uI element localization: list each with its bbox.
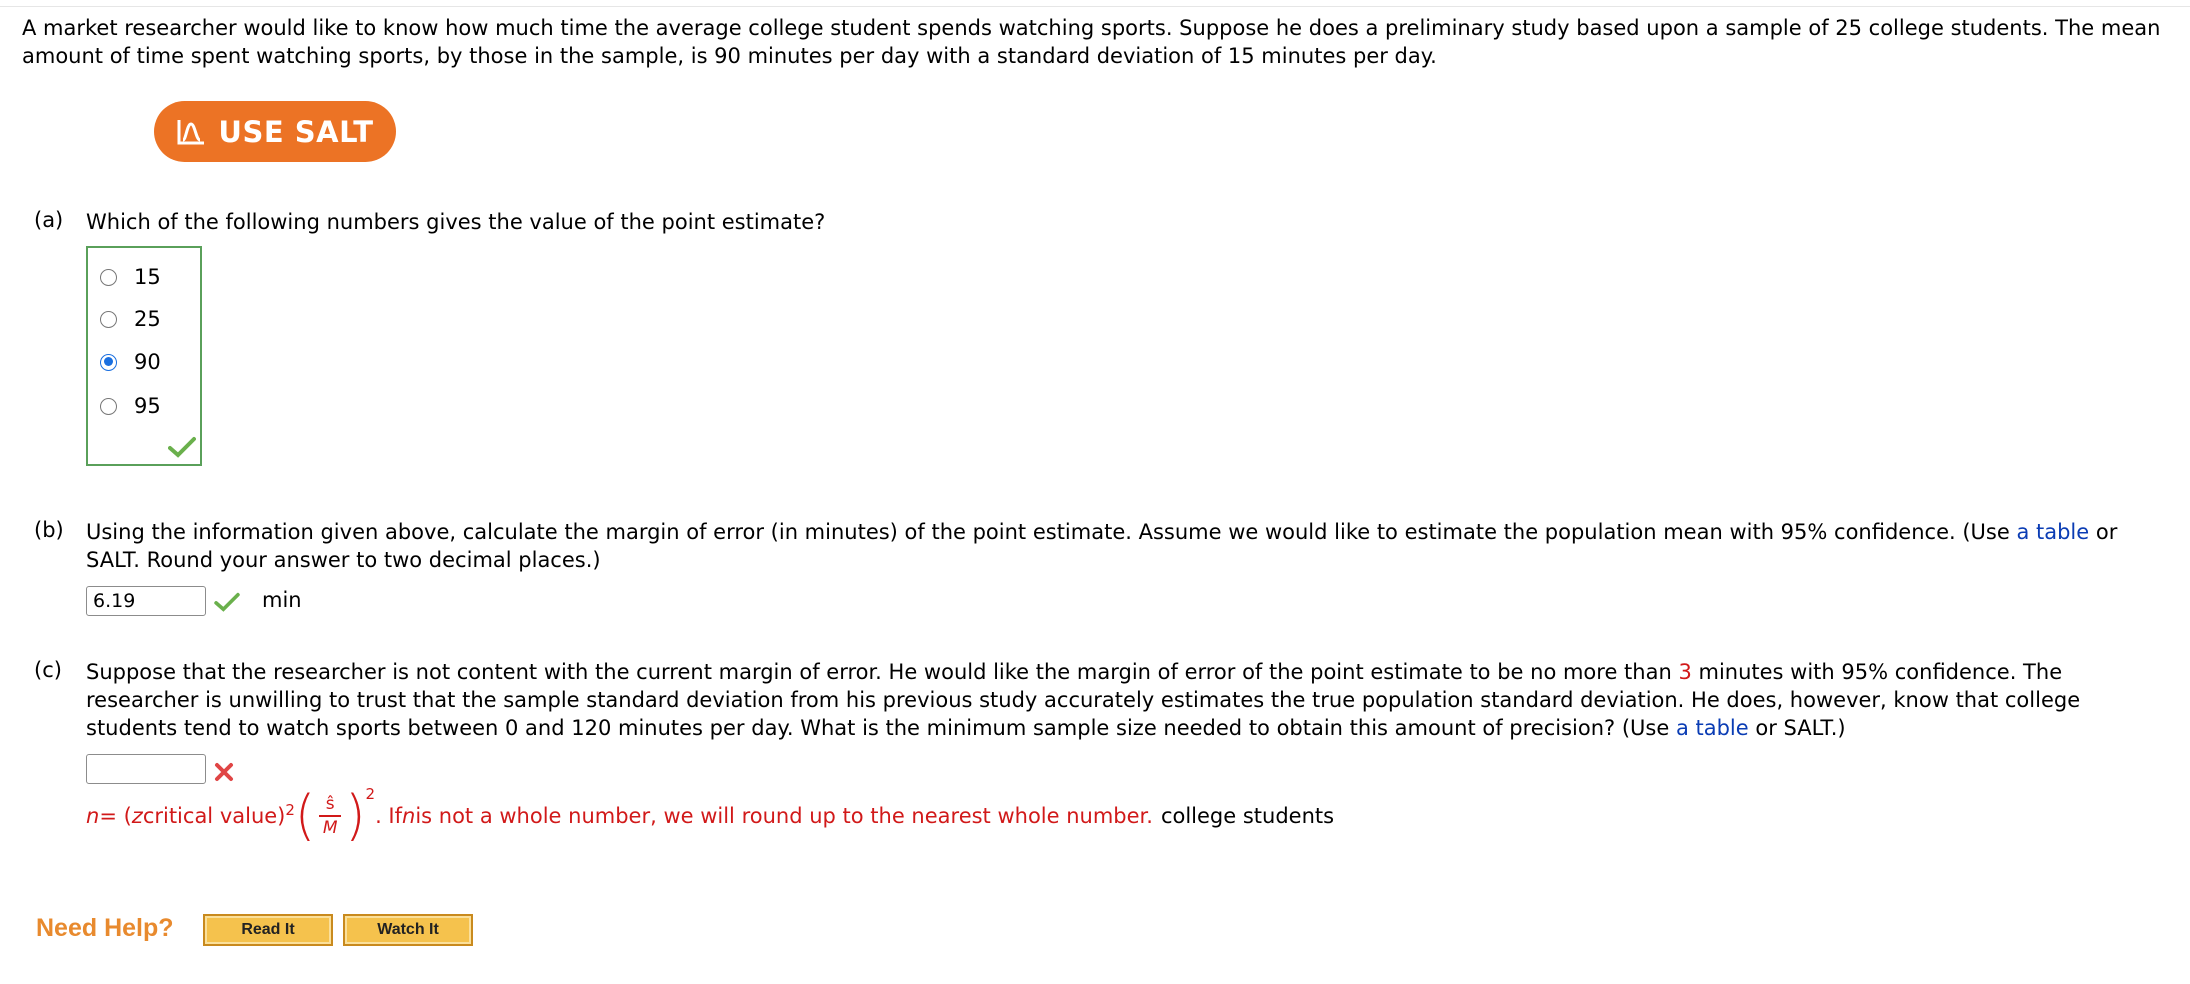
option-95[interactable] (100, 391, 161, 421)
option-15[interactable] (100, 262, 161, 292)
table-link[interactable]: a table (2016, 520, 2090, 544)
part-a-label: (a) (34, 208, 64, 232)
formula-tail: . If (375, 804, 402, 828)
need-help-label: Need Help? (36, 914, 174, 942)
formula-fraction (319, 795, 341, 837)
check-icon (214, 592, 240, 612)
fraction-bar (319, 815, 341, 817)
read-it-button[interactable]: Read It (203, 914, 333, 946)
option-label: 90 (134, 350, 161, 374)
radio-15[interactable] (100, 269, 117, 286)
radio-90-selected[interactable] (100, 354, 117, 371)
salt-chart-icon (176, 118, 206, 146)
formula-n: n (86, 804, 100, 828)
highlight-value: 3 (1678, 660, 1692, 684)
x-icon (214, 762, 234, 782)
left-paren: ( (294, 784, 316, 848)
formula-exponent: 2 (285, 801, 295, 819)
part-b-label: (b) (34, 518, 64, 542)
watch-it-button[interactable]: Watch It (343, 914, 473, 946)
option-label: 95 (134, 394, 161, 418)
part-b-question (86, 518, 2146, 574)
fraction-denominator: M (322, 817, 338, 838)
question-text: minutes with 95% confidence. The researcher is unwilling to trust that the sample standard deviation from his previous study accurately estimates the true population standard deviation. He does, however, know that college students tend to watch sports between 0 and 120 minutes per day. What is the minimum sample size needed to obtain this amount of precision? (Use (86, 660, 2081, 740)
use-salt-button[interactable] (154, 101, 396, 162)
unit-min: min (262, 588, 302, 612)
unit-college-students: college students (1160, 804, 1335, 828)
question-text: Using the information given above, calculate the margin of error (in minutes) of the point estimate. Assume we would like to estimate the population mean with 95% confidence. (Use (86, 520, 2017, 544)
formula-z: z (131, 804, 143, 828)
formula-hint (86, 780, 1334, 852)
formula-tail: is not a whole number, we will round up to the nearest whole number. (415, 804, 1153, 828)
option-label: 15 (134, 265, 161, 289)
formula-equals: = ( (99, 804, 132, 828)
radio-95[interactable] (100, 398, 117, 415)
question-text: or SALT. Round your answer to two decimal places.) (86, 520, 2118, 572)
problem-intro: A market researcher would like to know how much time the average college student spends watching sports. Suppose he does a preliminary study based upon a sample of 25 college students. The mean amount of time spent watching sports, by those in the sample, is 90 minutes per day with a standard deviation of 15 minutes per day. (22, 16, 2161, 68)
part-c-question (86, 658, 2106, 742)
option-90[interactable] (100, 347, 161, 377)
right-paren: ) (345, 784, 366, 848)
formula-tail-n: n (402, 804, 416, 828)
option-label: 25 (134, 307, 161, 331)
fraction-numerator: ŝ (325, 794, 335, 815)
option-25[interactable] (100, 304, 161, 334)
part-c-label: (c) (34, 658, 62, 682)
top-divider (0, 6, 2190, 7)
part-a-answer-box (86, 246, 202, 466)
check-icon (168, 436, 196, 458)
part-a-question: Which of the following numbers gives the value of the point estimate? (86, 210, 826, 234)
formula-outer-exponent: 2 (365, 785, 376, 803)
use-salt-label: USE SALT (218, 114, 374, 149)
question-text: Suppose that the researcher is not content with the current margin of error. He would like the margin of error of the point estimate to be no more than (86, 660, 1679, 684)
margin-of-error-input[interactable] (86, 586, 206, 616)
table-link[interactable]: a table (1675, 716, 1749, 740)
question-text: or SALT.) (1748, 716, 1846, 740)
radio-25[interactable] (100, 311, 117, 328)
formula-critical: critical value) (142, 804, 286, 828)
